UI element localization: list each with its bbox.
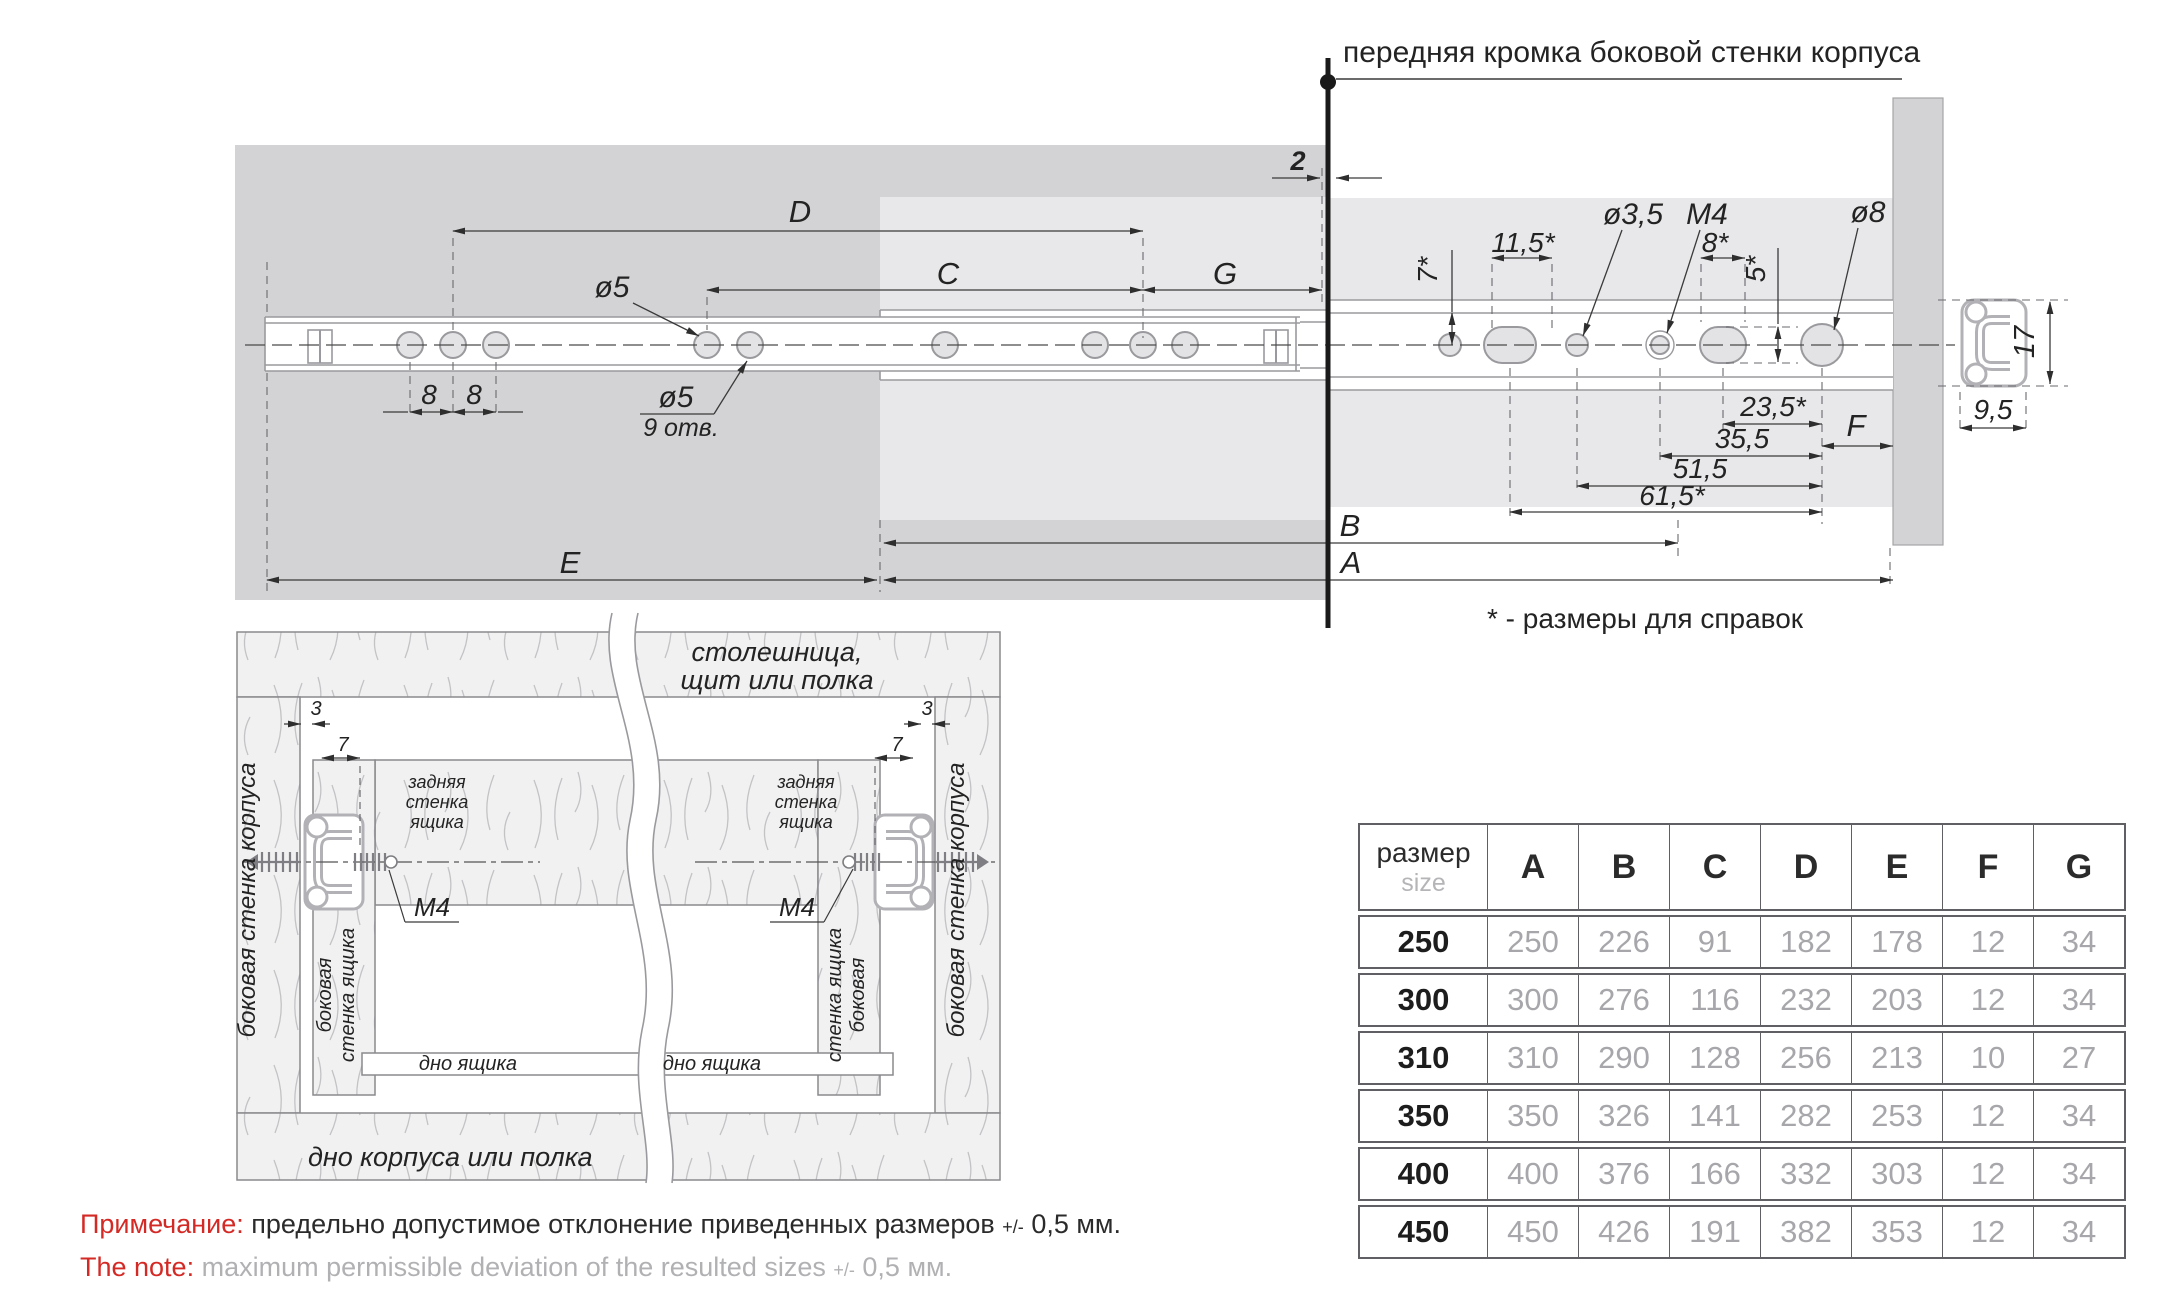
top-panel-label-line1: столешница,	[691, 637, 863, 667]
cabinet-wall-label-left: боковая стенка корпуса	[234, 762, 261, 1038]
note-line-ru: Примечание: предельно допустимое отклонение приведенных размеров +/- 0,5 мм.	[80, 1209, 1121, 1239]
table-cell: 382	[1760, 1207, 1851, 1257]
dim-label-G: G	[1212, 256, 1238, 291]
table-cell: 250	[1487, 917, 1578, 967]
svg-text:стенка ящика: стенка ящика	[337, 927, 359, 1063]
dim-label-2: 2	[1290, 146, 1306, 176]
table-cell: 253	[1851, 1091, 1942, 1141]
svg-text:стенка: стенка	[405, 792, 469, 812]
table-cell: 426	[1578, 1207, 1669, 1257]
table-row	[1358, 1031, 2126, 1085]
table-cell: 10	[1942, 1033, 2033, 1083]
upper-drawing	[235, 36, 2068, 634]
dim-label-dia5-top: ø5	[594, 271, 630, 304]
svg-text:стенка ящика: стенка ящика	[824, 927, 846, 1063]
table-cell: 27	[2033, 1033, 2124, 1083]
dim-label-dia3-5: ø3,5	[1602, 198, 1664, 231]
back-wall-label-left: задняя	[408, 772, 466, 792]
table-col-D: D	[1760, 825, 1851, 909]
row-size: 450	[1397, 1214, 1450, 1249]
row-size: 310	[1397, 1040, 1450, 1075]
note-line-en: The note: maximum permissible deviation of the resulted sizes +/- 0,5 мм.	[80, 1252, 953, 1282]
cabinet-side-wall-bar	[1893, 98, 1943, 545]
row-size: 350	[1397, 1098, 1450, 1133]
reference-note: * - размеры для справок	[1487, 603, 1804, 634]
dim-label-17: 17	[2009, 325, 2041, 359]
table-cell: 116	[1669, 975, 1760, 1025]
left-m4-screw-head	[385, 856, 397, 868]
table-cell: 34	[2033, 1091, 2124, 1141]
table-cell: 34	[2033, 975, 2124, 1025]
table-header-size-en: size	[1401, 868, 1446, 897]
table-row	[1358, 973, 2126, 1027]
note-label-ru: Примечание:	[80, 1209, 244, 1239]
cabinet-wall-label-right: боковая стенка корпуса	[943, 762, 970, 1038]
table-cell: 332	[1760, 1149, 1851, 1199]
row-size: 400	[1397, 1156, 1450, 1191]
svg-text:ящика: ящика	[410, 812, 464, 832]
table-col-C: C	[1669, 825, 1760, 909]
table-cell: 141	[1669, 1091, 1760, 1141]
front-edge-label: передняя кромка боковой стенки корпуса	[1343, 36, 1921, 69]
lower-diagram	[234, 613, 1000, 1183]
table-cell: 303	[1851, 1149, 1942, 1199]
note-block	[80, 1204, 1121, 1290]
back-wall-label-right: задняя	[777, 772, 835, 792]
dim-label-A: A	[1340, 545, 1362, 580]
cabinet-bottom-label: дно корпуса или полка	[308, 1142, 593, 1172]
dim-label-8a: 8	[421, 379, 437, 410]
table-row	[1358, 1147, 2126, 1201]
dim-label-8b: 8	[466, 379, 482, 410]
table-col-E: E	[1851, 825, 1942, 909]
table-cell: 191	[1669, 1207, 1760, 1257]
table-col-F: F	[1942, 825, 2033, 909]
dim-label-7: 7*	[1412, 256, 1443, 284]
table-cell: 290	[1578, 1033, 1669, 1083]
table-cell: 350	[1487, 1091, 1578, 1141]
table-cell: 300	[1487, 975, 1578, 1025]
table-row	[1358, 1205, 2126, 1259]
table-row	[1358, 915, 2126, 969]
table-cell: 400	[1487, 1149, 1578, 1199]
table-cell: 128	[1669, 1033, 1760, 1083]
table-cell: 178	[1851, 917, 1942, 967]
table-cell: 34	[2033, 917, 2124, 967]
dim-label-51-5: 51,5	[1672, 453, 1728, 484]
dim-label-F: F	[1846, 408, 1866, 443]
right-m4-screw-head	[843, 856, 855, 868]
dim-label-8: 8*	[1701, 227, 1729, 258]
dim-label-5: 5*	[1740, 255, 1771, 283]
drawer-bottom-label-right: дно ящика	[662, 1053, 762, 1075]
table-cell: 256	[1760, 1033, 1851, 1083]
m4-label-right: M4	[778, 892, 816, 922]
svg-text:ящика: ящика	[779, 812, 833, 832]
m4-label-left: M4	[413, 892, 451, 922]
table-col-G: G	[2033, 825, 2124, 909]
dim-label-D: D	[788, 194, 812, 229]
front-edge-dot	[1320, 74, 1336, 90]
top-panel-label-line2: щит или полка	[680, 665, 874, 695]
row-size: 300	[1397, 982, 1450, 1017]
dim-label-23-5: 23,5*	[1740, 391, 1806, 422]
table-cell: 12	[1942, 1207, 2033, 1257]
row-size: 250	[1397, 924, 1450, 959]
drawer-bottom-label-left: дно ящика	[418, 1053, 518, 1075]
table-cell: 310	[1487, 1033, 1578, 1083]
dim-label-7-right: 7	[891, 734, 903, 756]
dim-label-B: B	[1339, 508, 1361, 543]
table-cell: 226	[1578, 917, 1669, 967]
table-cell: 166	[1669, 1149, 1760, 1199]
dim-label-61-5: 61,5*	[1639, 480, 1705, 511]
dim-label-E: E	[559, 545, 581, 580]
table-row	[1358, 1089, 2126, 1143]
table-cell: 12	[1942, 917, 2033, 967]
drawer-wall-label-right: боковая	[847, 957, 869, 1033]
table-header-size	[1360, 825, 1487, 909]
table-cell: 326	[1578, 1091, 1669, 1141]
table-cell: 450	[1487, 1207, 1578, 1257]
table-cell: 34	[2033, 1207, 2124, 1257]
dim-label-3-left: 3	[310, 698, 322, 720]
table-cell: 213	[1851, 1033, 1942, 1083]
dim-label-dia8: ø8	[1850, 196, 1886, 229]
table-cell: 12	[1942, 1149, 2033, 1199]
table-cell: 182	[1760, 917, 1851, 967]
dim-label-35-5: 35,5	[1714, 423, 1770, 454]
table-cell: 376	[1578, 1149, 1669, 1199]
table-cell: 34	[2033, 1149, 2124, 1199]
table-cell: 203	[1851, 975, 1942, 1025]
table-cell: 282	[1760, 1091, 1851, 1141]
table-cell: 91	[1669, 917, 1760, 967]
table-cell: 276	[1578, 975, 1669, 1025]
table-col-A: A	[1487, 825, 1578, 909]
dim-label-11-5: 11,5*	[1491, 227, 1555, 258]
table-header-razmer: размер	[1376, 836, 1471, 868]
svg-text:стенка: стенка	[774, 792, 838, 812]
table-cell: 353	[1851, 1207, 1942, 1257]
table-col-B: B	[1578, 825, 1669, 909]
dim-label-M4: M4	[1686, 198, 1728, 231]
note-label-en: The note:	[80, 1252, 195, 1282]
table-cell: 232	[1760, 975, 1851, 1025]
size-table	[1358, 823, 2126, 1263]
dim-label-3-right: 3	[921, 698, 933, 720]
dim-label-dia5-bottom: ø5	[658, 381, 694, 414]
drawer-wall-label-left: боковая	[314, 957, 336, 1033]
dim-label-C: C	[936, 256, 960, 291]
table-cell: 12	[1942, 975, 2033, 1025]
dim-label-7-left: 7	[337, 734, 349, 756]
table-header-row	[1358, 823, 2126, 911]
dim-label-9-holes: 9 отв.	[643, 414, 719, 442]
dim-label-9-5: 9,5	[1973, 394, 2013, 425]
table-cell: 12	[1942, 1091, 2033, 1141]
